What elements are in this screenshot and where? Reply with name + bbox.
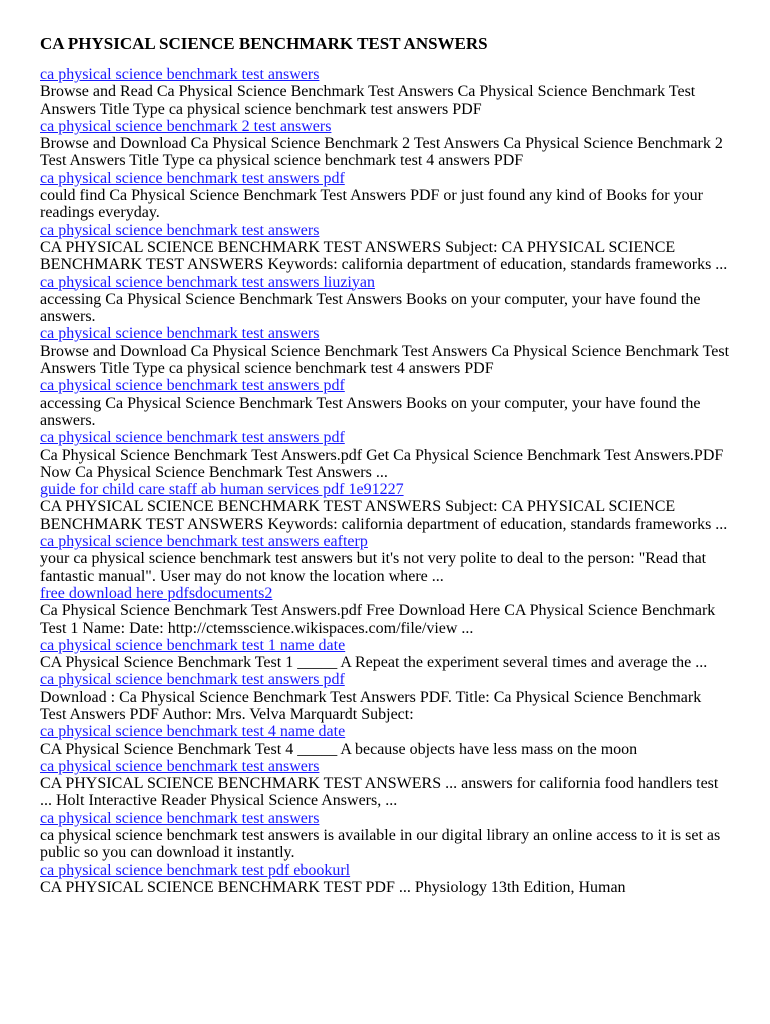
result-entry [40,585,730,637]
result-link[interactable]: ca physical science benchmark test pdf ebookurl [40,861,351,879]
result-link[interactable]: guide for child care staff ab human services pdf 1e91227 [40,481,404,499]
result-snippet: accessing Ca Physical Science Benchmark Test Answers Books on your computer, your have found the answers. [40,394,701,429]
result-snippet: Browse and Read Ca Physical Science Benchmark Test Answers Ca Physical Science Benchmark Test Answers Title Type ca physical science benchmark test answers PDF [40,83,696,118]
result-link[interactable]: ca physical science benchmark test answers [40,221,320,239]
result-entry [40,637,730,672]
result-entry [40,810,730,862]
result-snippet: Browse and Download Ca Physical Science Benchmark 2 Test Answers Ca Physical Science Benchmark 2 Test Answers Title Type ca physical science benchmark test 4 answers PDF [40,135,723,170]
result-entry [40,170,730,222]
result-link[interactable]: ca physical science benchmark test answers [40,66,320,83]
result-snippet: CA PHYSICAL SCIENCE BENCHMARK TEST PDF ... Physiology 13th Edition, Human [40,878,626,896]
result-snippet: ca physical science benchmark test answers is available in our digital library an online access to it is set as public so you can download it instantly. [40,827,721,862]
page-title: CA PHYSICAL SCIENCE BENCHMARK TEST ANSWERS [40,34,488,53]
result-link[interactable]: ca physical science benchmark test answers [40,757,320,775]
result-entry [40,429,730,481]
result-entry [40,758,730,810]
result-entry [40,222,730,274]
result-entry [40,533,730,585]
result-link[interactable]: ca physical science benchmark test answers [40,809,320,827]
document-page [40,32,730,896]
result-entry [40,481,730,533]
result-snippet: CA PHYSICAL SCIENCE BENCHMARK TEST ANSWERS ... answers for california food handlers test ... Holt Interactive Reader Physical Science Answers, ... [40,775,719,810]
result-snippet: Download : Ca Physical Science Benchmark Test Answers PDF. Title: Ca Physical Science Benchmark Test Answers PDF Author: Mrs. Velva Marquardt Subject: [40,688,702,723]
result-entry [40,671,730,723]
result-link[interactable]: ca physical science benchmark test 1 name date [40,636,346,654]
result-link[interactable]: ca physical science benchmark test answers pdf [40,429,345,447]
result-link[interactable]: ca physical science benchmark test answers pdf [40,377,345,395]
result-entry [40,325,730,377]
result-snippet: accessing Ca Physical Science Benchmark Test Answers Books on your computer, your have found the answers. [40,290,701,326]
result-snippet: CA Physical Science Benchmark Test 4 _____ A because objects have less mass on the moon [40,740,638,758]
result-entry [40,377,730,429]
result-entry [40,66,730,118]
result-link[interactable]: ca physical science benchmark test answers [40,325,320,343]
result-entry [40,723,730,758]
result-entry [40,274,730,326]
result-link[interactable]: ca physical science benchmark 2 test answers [40,117,332,135]
result-link[interactable]: ca physical science benchmark test answers pdf [40,169,345,187]
search-results-list [40,66,730,896]
result-link[interactable]: ca physical science benchmark test answers pdf [40,671,345,689]
result-snippet: Browse and Download Ca Physical Science Benchmark Test Answers Ca Physical Science Benchmark Test Answers Title Type ca physical science benchmark test 4 answers PDF [40,342,730,378]
result-snippet: Ca Physical Science Benchmark Test Answers.pdf Get Ca Physical Science Benchmark Test Answers.PDF Now Ca Physical Science Benchmark Test Answers ... [40,446,724,481]
result-link[interactable]: free download here pdfsdocuments2 [40,584,273,602]
result-link[interactable]: ca physical science benchmark test 4 name date [40,723,346,741]
result-snippet: could find Ca Physical Science Benchmark Test Answers PDF or just found any kind of Books for your readings everyday. [40,187,703,222]
result-entry [40,862,730,897]
result-link[interactable]: ca physical science benchmark test answers liuziyan [40,273,375,291]
result-link[interactable]: ca physical science benchmark test answers eafterp [40,533,368,551]
result-snippet: Ca Physical Science Benchmark Test Answers.pdf Free Download Here CA Physical Science Benchmark Test 1 Name: Date: http://ctemsscience.wikispaces.com/file/view ... [40,602,716,637]
result-entry [40,118,730,170]
result-snippet: CA Physical Science Benchmark Test 1 _____ A Repeat the experiment several times and average the ... [40,654,708,672]
result-snippet: CA PHYSICAL SCIENCE BENCHMARK TEST ANSWERS Subject: CA PHYSICAL SCIENCE BENCHMARK TEST ANSWERS Keywords: california department of education, standards frameworks ... [40,498,728,533]
result-snippet: CA PHYSICAL SCIENCE BENCHMARK TEST ANSWERS Subject: CA PHYSICAL SCIENCE BENCHMARK TEST ANSWERS Keywords: california department of education, standards frameworks ... [40,238,728,274]
result-snippet: your ca physical science benchmark test answers but it's not very polite to deal to the person: "Read that fantastic manual". User may do not know the location where ... [40,550,707,585]
